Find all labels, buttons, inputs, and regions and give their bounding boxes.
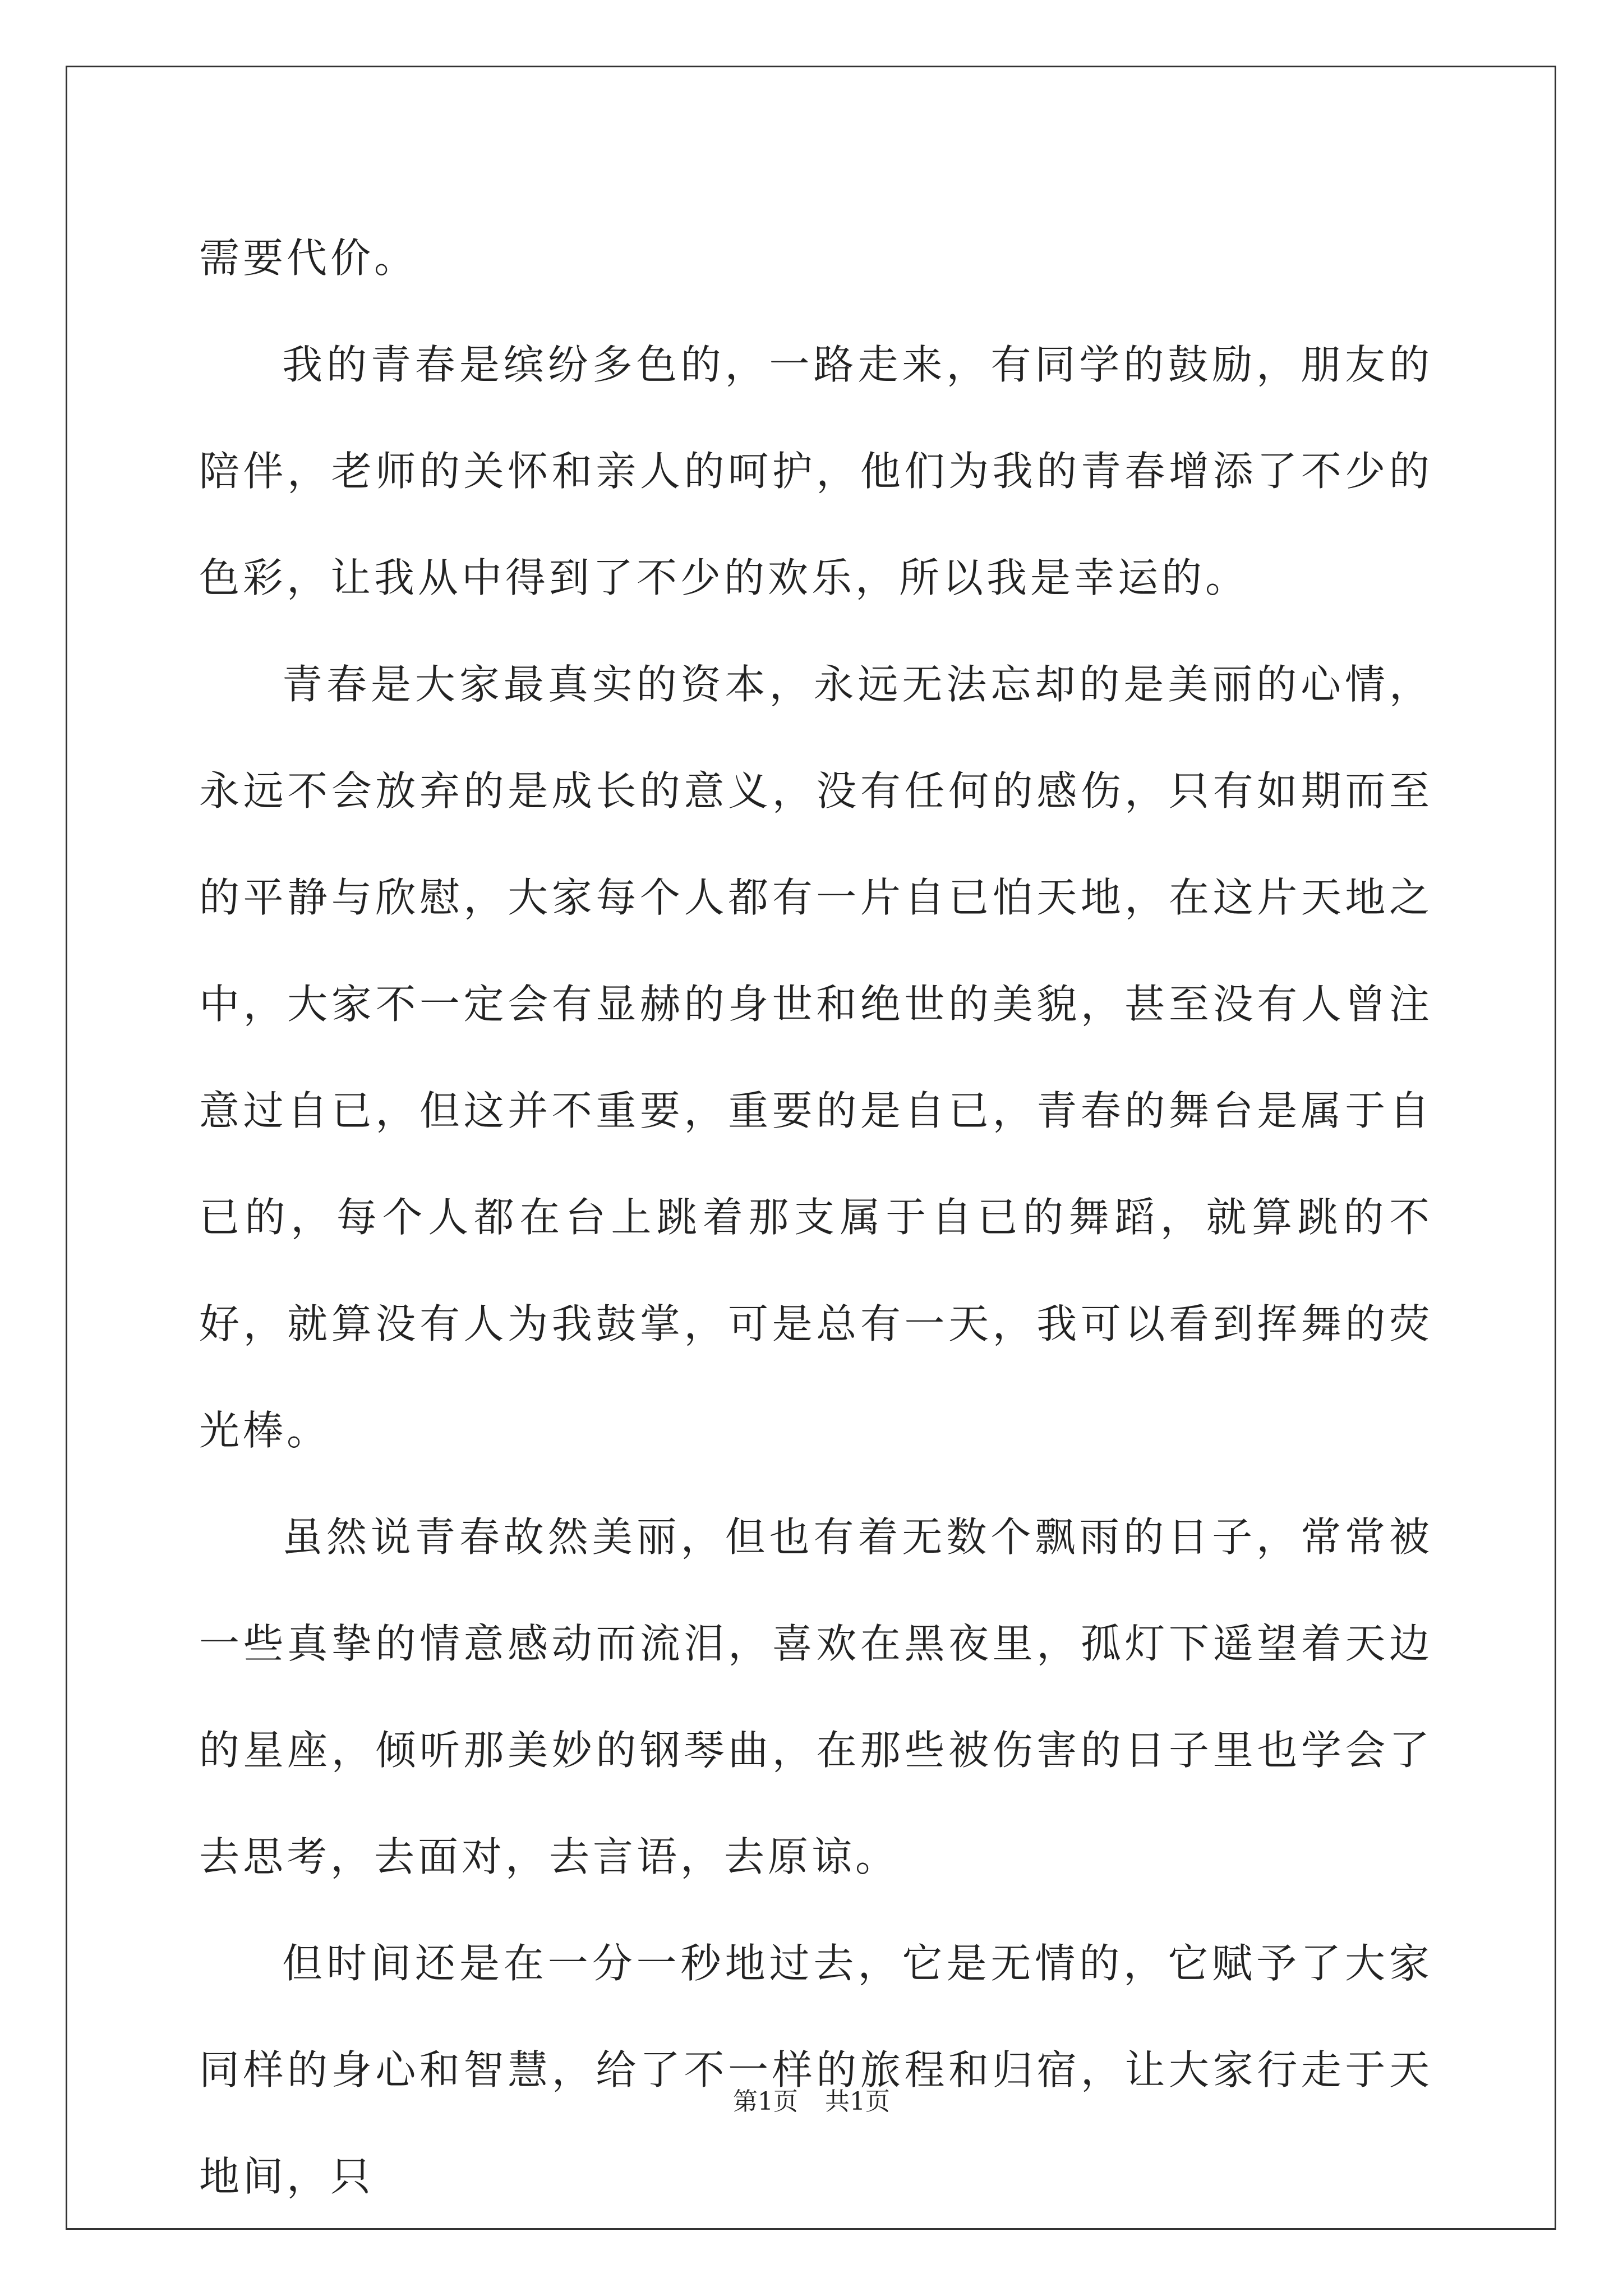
paragraph-2: 我的青春是缤纷多色的，一路走来，有同学的鼓励，朋友的陪伴，老师的关怀和亲人的呵护，他们为我的青春增添了不少的色彩，让我从中得到了不少的欢乐，所以我是幸运的。 xyxy=(199,341,1433,601)
document-body xyxy=(199,205,1433,2230)
paragraph-5: 但时间还是在一分一秒地过去，它是无情的，它赋予了大家同样的身心和智慧，给了不一样的旅程和归宿，让大家行走于天地间，只 xyxy=(199,1940,1433,2200)
paragraph-1: 需要代价。 xyxy=(199,234,418,282)
paragraph-3: 青春是大家最真实的资本，永远无法忘却的是美丽的心情，永远不会放弃的是成长的意义，没有任何的感伤，只有如期而至的平静与欣慰，大家每个人都有一片自已怕天地，在这片天地之中，大家不一定会有显赫的身世和绝世的美貌，甚至没有人曾注意过自已，但这并不重要，重要的是自已，青春的舞台是属于自已的，每个人都在台上跳着那支属于自已的舞蹈，就算跳的不好，就算没有人为我鼓掌，可是总有一天，我可以看到挥舞的荧光棒。 xyxy=(199,661,1433,1454)
paragraph-4: 虽然说青春故然美丽，但也有着无数个飘雨的日子，常常被一些真挚的情意感动而流泪，喜欢在黑夜里，孤灯下遥望着天边的星座，倾听那美妙的钢琴曲，在那些被伤害的日子里也学会了去思考，去面对，去言语，去原谅。 xyxy=(199,1513,1433,1880)
page-footer xyxy=(0,2081,1623,2117)
page-number-current: 第1页 xyxy=(733,2087,798,2116)
page-number-total: 共1页 xyxy=(825,2087,890,2116)
